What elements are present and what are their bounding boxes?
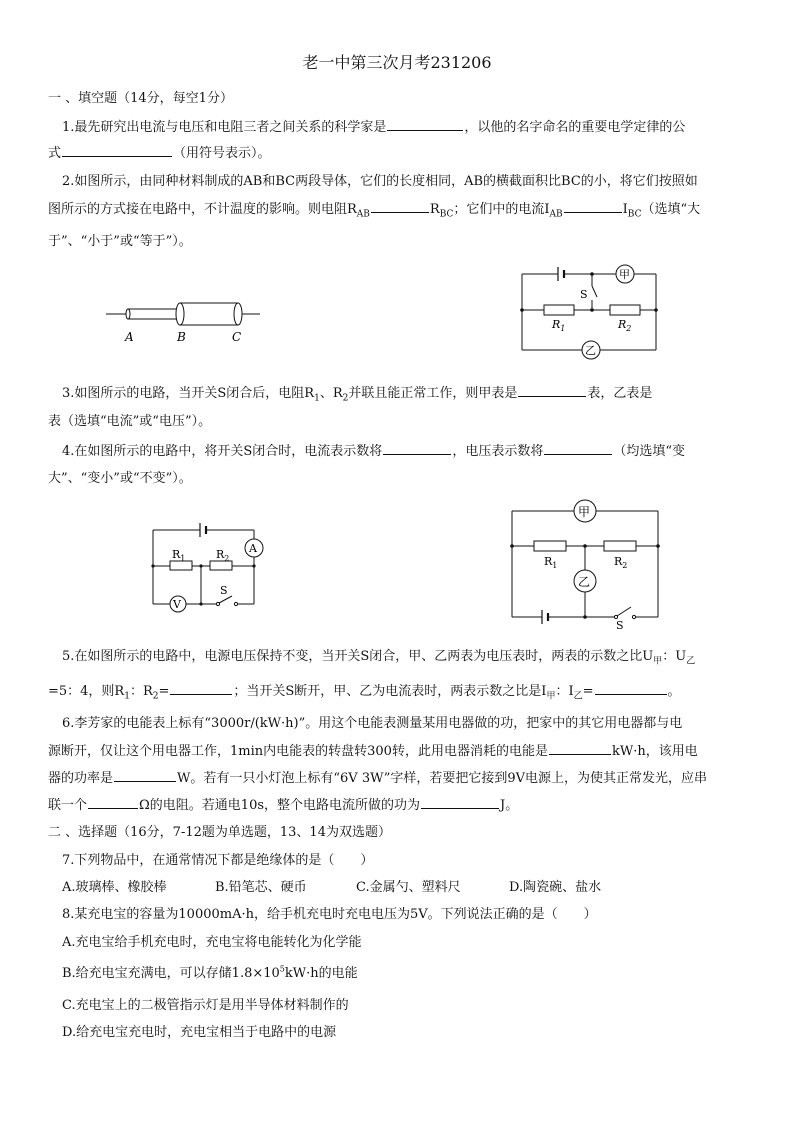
section-heading-fill-in: 一 、填空题（14分，每空1分） xyxy=(48,91,233,106)
question-4-line-2: 大”、“变小”或“不变”）。 xyxy=(48,471,192,486)
svg-text:S: S xyxy=(616,619,624,632)
question-7-stem: 7.下列物品中，在通常情况下都是绝缘体的是（ ） xyxy=(62,853,374,868)
circuit-diagram-q3 xyxy=(518,264,660,356)
svg-text:R2: $R_2$ xyxy=(618,318,632,333)
answer-blank[interactable] xyxy=(387,117,463,131)
question-8-stem: 8.某充电宝的容量为10000mA·h，给手机充电时充电电压为5V。下列说法正确的是（ ） xyxy=(62,907,597,922)
answer-blank[interactable] xyxy=(549,741,611,755)
question-6-line-2: 源断开，仅让这个用电器工作，1min内电能表的转盘转300转，此用电器消耗的电能是 kW·h，该用电 xyxy=(48,740,698,759)
question-2-line-1: 2.如图所示，由同种材料制成的AB和BC两段导体，它们的长度相同，AB的横截面积比BC的小，将它们按照如 xyxy=(62,174,698,189)
answer-blank[interactable] xyxy=(88,795,138,809)
question-3-line-1: 3.如图所示的电路，当开关S闭合后，电阻$R_1$、$R_2$并联且能正常工作，则甲表是 表，乙表是 xyxy=(62,382,652,404)
meter-jia: 甲 xyxy=(578,505,591,519)
question-6-line-1: 6.李芳家的电能表上标有“3000r/(kW·h)”。用这个电能表测量某用电器做的功，把家中的其它用电器都与电 xyxy=(62,716,683,731)
section-heading-choice: 二 、选择题（16分，7-12题为单选题，13、14为双选题） xyxy=(48,825,391,840)
q7-option-c[interactable]: C.金属勺、塑料尺 xyxy=(356,880,461,895)
svg-text:R2: $R_2$ xyxy=(614,555,628,570)
answer-blank[interactable] xyxy=(544,441,612,455)
q8-option-a[interactable]: A.充电宝给手机充电时，充电宝将电能转化为化学能 xyxy=(62,935,362,950)
label-b: B xyxy=(177,330,186,344)
svg-text:R1: $R_1$ xyxy=(552,318,566,333)
svg-text:R2: $R_2$ xyxy=(216,548,230,563)
label-a: A xyxy=(125,330,134,344)
circuit-diagram-q4 xyxy=(148,520,266,612)
answer-blank[interactable] xyxy=(383,441,451,455)
answer-blank[interactable] xyxy=(170,681,232,695)
svg-text:R1: $R_1$ xyxy=(544,555,558,570)
label-c: C xyxy=(232,330,242,344)
svg-text:S: S xyxy=(220,584,228,597)
page-title: 老一中第三次月考231206 xyxy=(302,53,492,72)
q8-option-d[interactable]: D.给充电宝充电时，充电宝相当于电路中的电源 xyxy=(62,1025,337,1040)
question-3-line-2: 表（选填“电流”或“电压”）。 xyxy=(48,414,212,429)
switch-label: S xyxy=(580,288,588,301)
q7-option-d[interactable]: D.陶瓷碗、盐水 xyxy=(509,880,602,895)
meter-jia: 甲 xyxy=(619,268,630,281)
question-1-line-1: 1.最先研究出电流与电压和电阻三者之间关系的科学家是 ，以他的名字命名的重要电学定律的公 xyxy=(62,116,685,135)
question-5-line-1: 5.在如图所示的电路中，电源电压保持不变，当开关S闭合，甲、乙两表为电压表时，两表的示数之比$U_甲$：$U_乙$ xyxy=(62,649,696,667)
svg-text:R1: $R_1$ xyxy=(172,548,186,563)
question-2-line-2: 图所示的方式接在电路中，不计温度的影响。则电阻$R_{AB}$ $R_{BC}$；它们中的电流$I_{AB}$ $I_{BC}$（选填“大 xyxy=(48,198,700,220)
q8-option-c[interactable]: C.充电宝上的二极管指示灯是用半导体材料制作的 xyxy=(62,998,349,1013)
meter-yi: 乙 xyxy=(585,344,596,357)
conductor-diagram xyxy=(100,295,265,350)
answer-blank[interactable] xyxy=(62,143,172,157)
answer-blank[interactable] xyxy=(518,383,586,397)
answer-blank[interactable] xyxy=(114,768,176,782)
circuit-diagram-q5 xyxy=(508,497,664,632)
question-2-line-3: 于”、“小于”或“等于”）。 xyxy=(48,234,192,249)
q8-option-b[interactable]: B.给充电宝充满电，可以存储$1.8\times 10^5kW\cdot h$的电能 xyxy=(62,964,358,981)
question-6-line-4: 联一个 Ω的电阻。若通电10s，整个电路电流所做的功为 J。 xyxy=(48,794,518,813)
ammeter-label: A xyxy=(249,542,257,555)
answer-blank[interactable] xyxy=(595,681,667,695)
answer-blank[interactable] xyxy=(371,199,429,213)
answer-blank[interactable] xyxy=(421,795,499,809)
q7-option-a[interactable]: A.玻璃棒、橡胶棒 xyxy=(62,880,167,895)
answer-blank[interactable] xyxy=(564,199,622,213)
question-6-line-3: 器的功率是 W。若有一只小灯泡上标有“6V 3W”字样，若要把它接到9V电源上，为使其正常发光，应串 xyxy=(48,767,707,786)
question-4-line-1: 4.在如图所示的电路中，将开关S闭合时，电流表示数将 ，电压表示数将 （均选填“变 xyxy=(62,440,685,459)
question-5-line-2: =5：4，则$R_1$：$R_2=$ ；当开关S断开，甲、乙为电流表时，两表示数之比是$I_甲$：$I_乙=$ 。 xyxy=(48,680,681,702)
q7-option-b[interactable]: B.铅笔芯、硬币 xyxy=(215,880,307,895)
question-1-line-2: 式 （用符号表示）。 xyxy=(48,142,271,161)
meter-yi: 乙 xyxy=(578,575,591,589)
voltmeter-label: V xyxy=(173,598,181,611)
